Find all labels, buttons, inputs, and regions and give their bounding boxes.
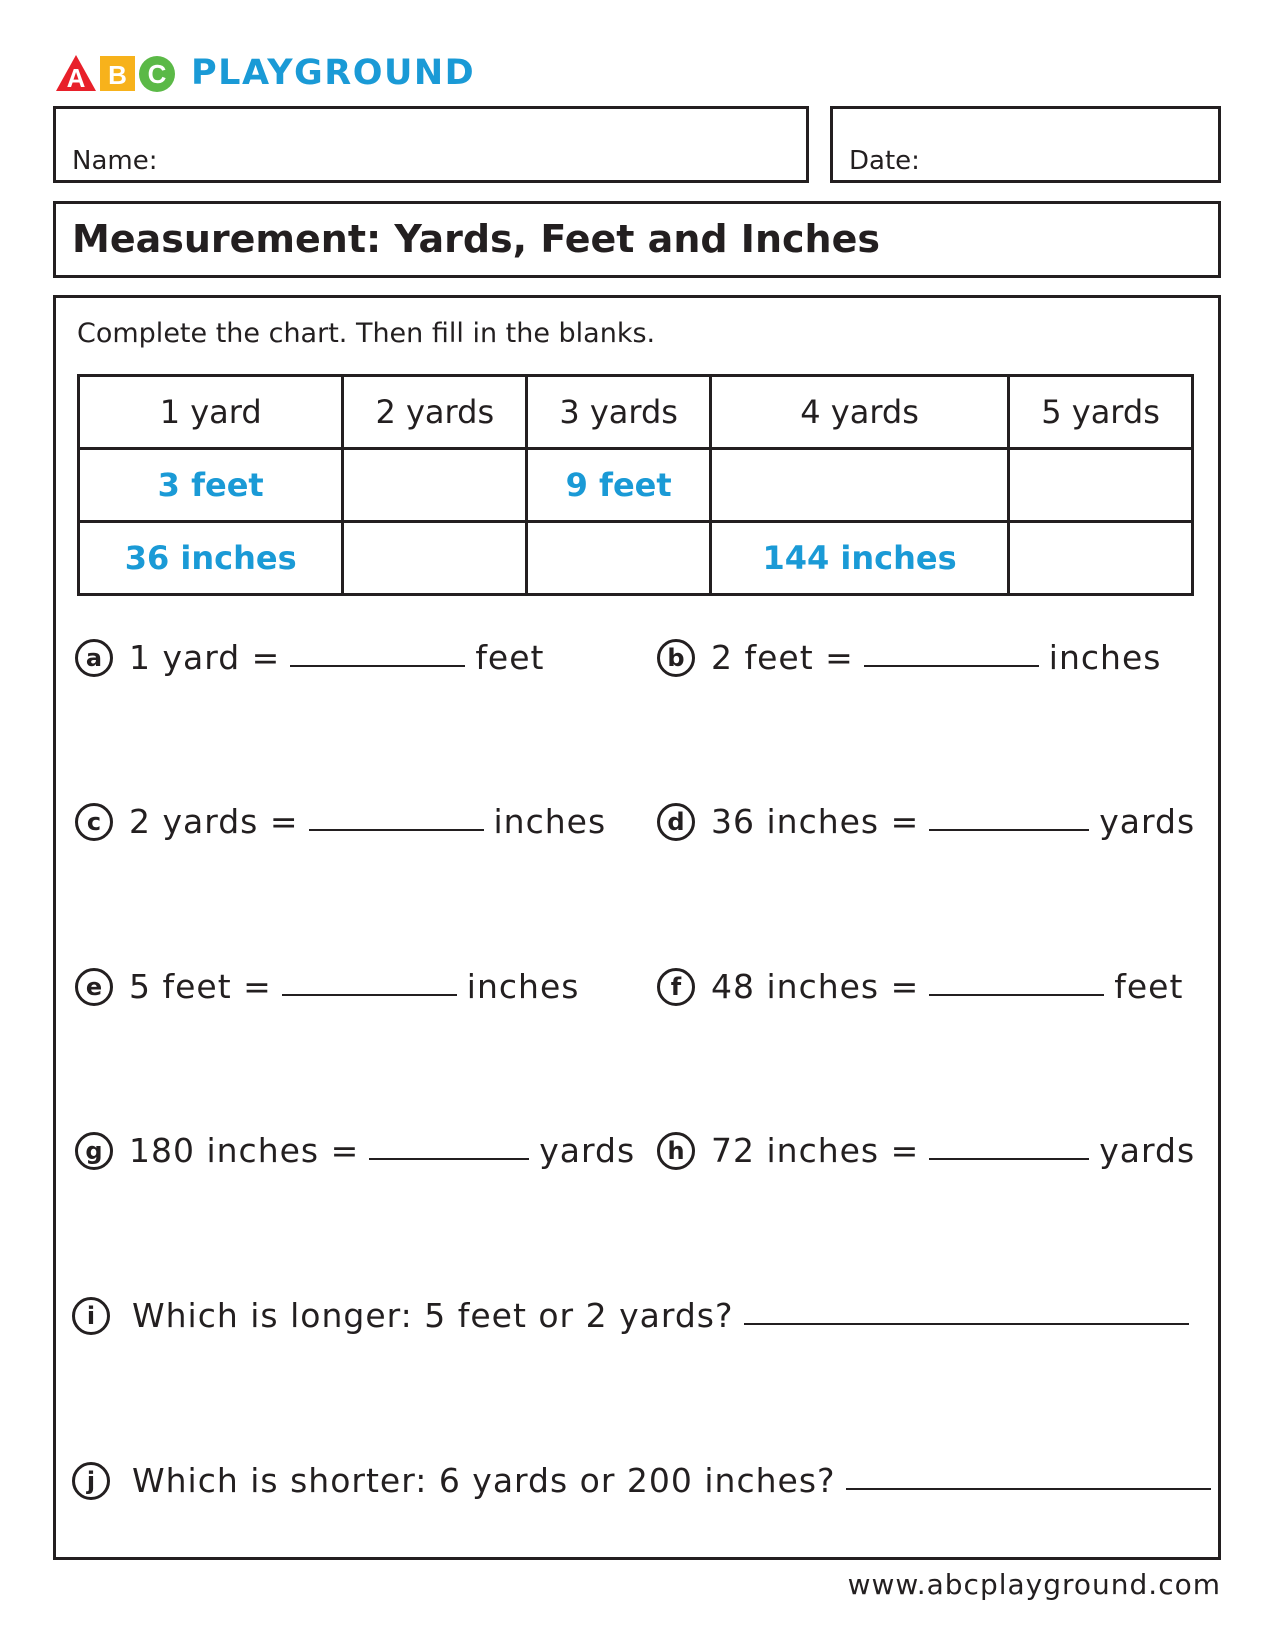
answer-blank[interactable] [744, 1322, 1189, 1325]
question-unit: inches [1048, 638, 1162, 677]
answer-blank[interactable] [290, 664, 465, 667]
chart-cell: 3 yards [527, 376, 711, 449]
question-unit: yards [1099, 802, 1196, 841]
chart-cell[interactable] [343, 449, 527, 522]
question-prompt: Which is shorter: 6 yards or 200 inches? [132, 1461, 836, 1500]
question-unit: feet [1114, 967, 1184, 1006]
question-unit: inches [493, 802, 607, 841]
question-prompt: Which is longer: 5 feet or 2 yards? [132, 1296, 734, 1335]
chart-row-feet [79, 449, 1193, 522]
answer-blank[interactable] [929, 993, 1104, 996]
conversion-chart [77, 374, 1194, 596]
logo-letter-a: A [66, 63, 86, 93]
question-f [657, 967, 1183, 1006]
title-box [53, 201, 1221, 278]
question-letter: f [657, 968, 695, 1006]
question-unit: yards [1099, 1131, 1196, 1170]
question-letter: j [72, 1462, 110, 1500]
question-d [657, 802, 1195, 841]
question-letter: e [75, 968, 113, 1006]
answer-blank[interactable] [864, 664, 1039, 667]
answer-blank[interactable] [929, 1157, 1089, 1160]
question-prompt: 36 inches = [711, 802, 920, 841]
question-g [75, 1131, 635, 1170]
question-j [72, 1461, 1221, 1500]
question-letter: i [72, 1297, 110, 1335]
chart-cell[interactable] [1009, 522, 1193, 595]
logo-letter-b: B [108, 60, 127, 90]
date-label: Date: [849, 146, 920, 176]
chart-row-yards [79, 376, 1193, 449]
question-b [657, 638, 1161, 677]
brand-logo [55, 52, 475, 94]
question-i [72, 1296, 1199, 1335]
name-label: Name: [72, 146, 158, 176]
question-h [657, 1131, 1195, 1170]
question-unit: inches [466, 967, 580, 1006]
instructions: Complete the chart. Then fill in the blanks. [77, 318, 656, 349]
chart-cell[interactable]: 9 feet [527, 449, 711, 522]
chart-cell[interactable]: 144 inches [711, 522, 1009, 595]
date-field[interactable] [830, 106, 1221, 183]
brand-wordmark: PLAYGROUND [191, 52, 476, 93]
question-letter: g [75, 1132, 113, 1170]
page-title: Measurement: Yards, Feet and Inches [72, 217, 880, 261]
question-prompt: 48 inches = [711, 967, 920, 1006]
question-a [75, 638, 544, 677]
footer-url[interactable]: www.abcplayground.com [847, 1568, 1221, 1601]
question-prompt: 72 inches = [711, 1131, 920, 1170]
chart-cell: 5 yards [1009, 376, 1193, 449]
question-letter: c [75, 803, 113, 841]
chart-cell: 1 yard [79, 376, 343, 449]
chart-cell: 4 yards [711, 376, 1009, 449]
chart-cell[interactable] [711, 449, 1009, 522]
answer-blank[interactable] [369, 1157, 529, 1160]
question-unit: yards [539, 1131, 636, 1170]
question-prompt: 180 inches = [129, 1131, 360, 1170]
question-letter: a [75, 639, 113, 677]
question-prompt: 2 yards = [129, 802, 299, 841]
question-unit: feet [475, 638, 545, 677]
chart-row-inches [79, 522, 1193, 595]
logo-letter-c: C [147, 59, 167, 89]
question-e [75, 967, 579, 1006]
question-letter: h [657, 1132, 695, 1170]
answer-blank[interactable] [929, 828, 1089, 831]
chart-cell[interactable] [1009, 449, 1193, 522]
question-letter: b [657, 639, 695, 677]
name-field[interactable] [53, 106, 809, 183]
answer-blank[interactable] [309, 828, 484, 831]
answer-blank[interactable] [846, 1487, 1211, 1490]
chart-cell[interactable] [343, 522, 527, 595]
chart-cell[interactable]: 3 feet [79, 449, 343, 522]
question-prompt: 2 feet = [711, 638, 854, 677]
question-prompt: 5 feet = [129, 967, 272, 1006]
question-letter: d [657, 803, 695, 841]
chart-cell[interactable]: 36 inches [79, 522, 343, 595]
chart-cell: 2 yards [343, 376, 527, 449]
answer-blank[interactable] [282, 993, 457, 996]
abc-logo-icon [55, 53, 183, 93]
chart-cell[interactable] [527, 522, 711, 595]
question-c [75, 802, 606, 841]
question-prompt: 1 yard = [129, 638, 281, 677]
